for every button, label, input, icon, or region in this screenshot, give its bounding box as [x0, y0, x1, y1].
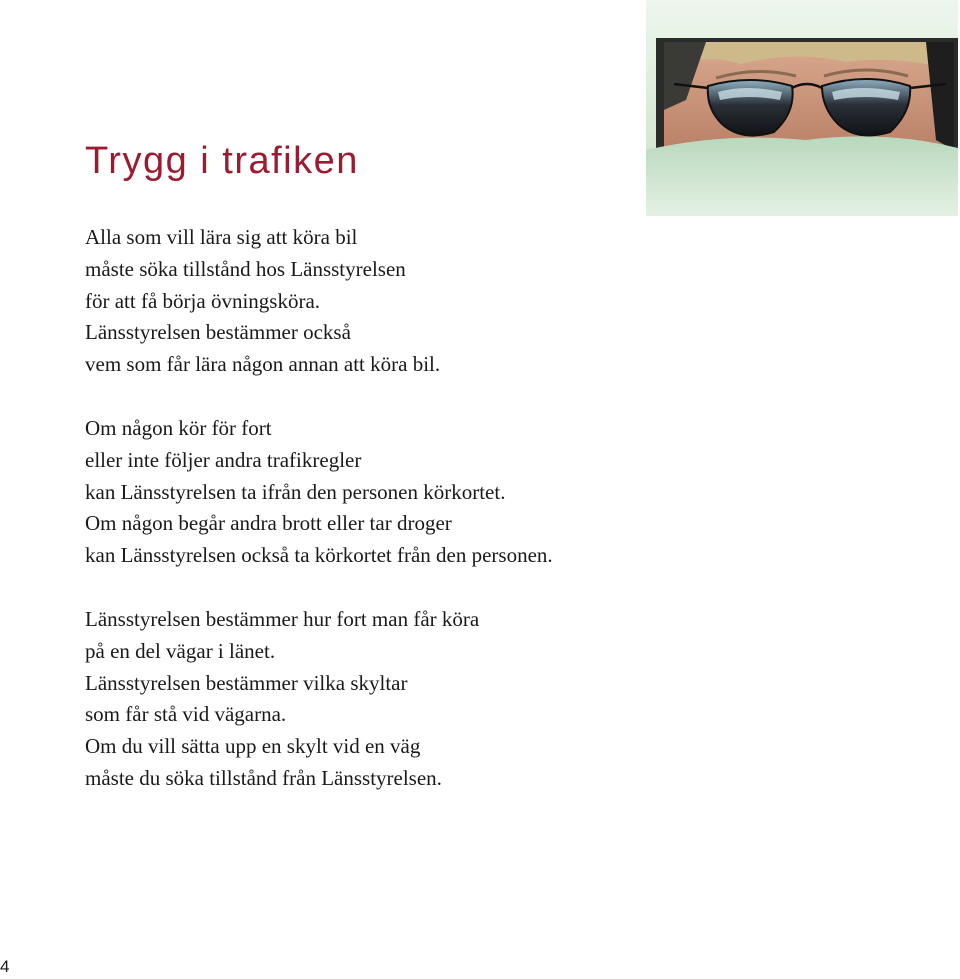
paragraph [85, 604, 685, 795]
rearview-mirror-photo [646, 0, 958, 216]
text-line: måste du söka tillstånd från Länsstyrelsen. [85, 765, 442, 790]
sunglasses-face-image [646, 0, 958, 216]
text-line: eller inte följer andra trafikregler [85, 447, 362, 472]
text-line: för att få börja övningsköra. [85, 288, 321, 313]
paragraph [85, 222, 685, 381]
text-line: Länsstyrelsen bestämmer hur fort man får köra [85, 606, 480, 631]
text-line: på en del vägar i länet. [85, 638, 276, 663]
text-line: Alla som vill lära sig att köra bil [85, 225, 358, 249]
text-line: som får stå vid vägarna. [85, 702, 287, 727]
text-line: Länsstyrelsen bestämmer vilka skyltar [85, 670, 408, 695]
text-line: Länsstyrelsen bestämmer också [85, 320, 351, 345]
text-line: måste söka tillstånd hos Länsstyrelsen [85, 256, 406, 281]
body-text [85, 222, 685, 827]
page-title: Trygg i trafiken [85, 140, 359, 182]
page-number: 4 [0, 957, 10, 976]
text-line: kan Länsstyrelsen också ta körkortet från den personen. [85, 543, 553, 568]
text-line: Om någon kör för fort [85, 415, 272, 440]
text-line: Om du vill sätta upp en skylt vid en väg [85, 734, 421, 759]
paragraph [85, 413, 685, 572]
text-line: vem som får lära någon annan att köra bil. [85, 352, 441, 377]
text-line: kan Länsstyrelsen ta ifrån den personen körkortet. [85, 479, 506, 504]
text-line: Om någon begår andra brott eller tar droger [85, 511, 452, 536]
